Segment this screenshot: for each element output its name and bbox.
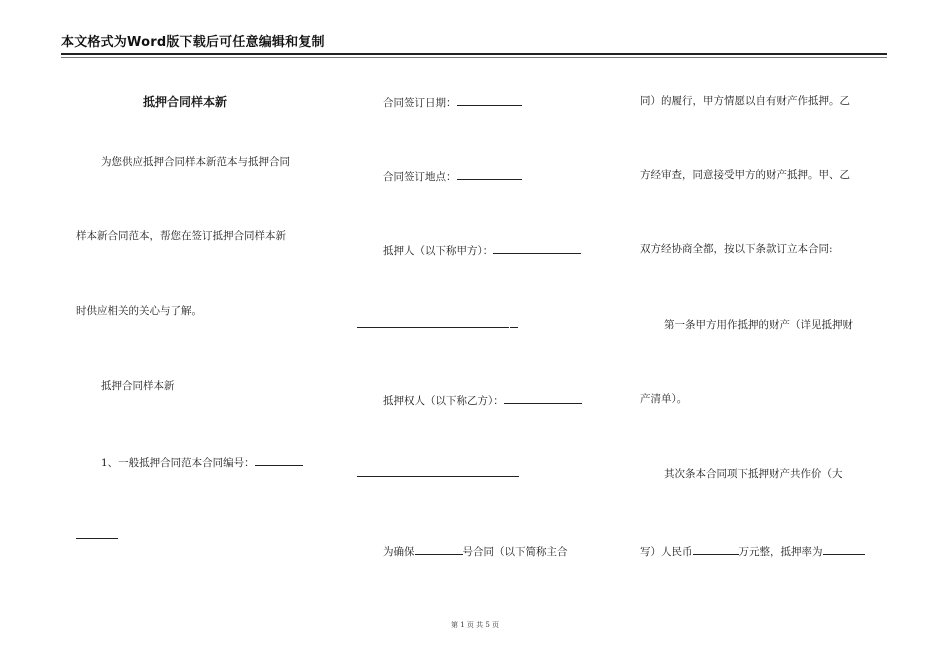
mortgagee-blank	[504, 392, 582, 404]
contract-number-label: 1、一般抵押合同范本合同编号：	[101, 457, 255, 469]
col3-line-1: 同）的履行，甲方情愿以自有财产作抵押。乙	[640, 95, 850, 107]
document-header: 本文格式为Word版下载后可任意编辑和复制	[61, 35, 325, 50]
mortgagee-label: 抵押权人（以下称乙方）：	[383, 395, 504, 407]
amount-blank	[693, 543, 739, 555]
intro-line-1: 为您供应抵押合同样本新范本与抵押合同	[101, 156, 290, 168]
mortgagee-blank-cont	[357, 476, 519, 477]
sign-place-blank	[457, 168, 522, 180]
intro-line-3: 时供应相关的关心与了解。	[76, 305, 202, 317]
article-1-line-1: 第一条甲方用作抵押的财产（详见抵押财	[664, 319, 853, 331]
header-rule-thin	[61, 57, 887, 58]
mortgagee-row	[383, 392, 582, 408]
secure-row	[383, 543, 568, 559]
page-footer: 第 1 页 共 5 页	[450, 621, 500, 629]
mortgagor-row	[383, 242, 581, 258]
sign-date-blank	[457, 94, 522, 106]
secure-label-b: 号合同（以下简称主合	[462, 546, 568, 558]
contract-number-row	[101, 454, 303, 470]
contract-number-blank	[255, 454, 303, 466]
main-contract-number-blank	[415, 543, 463, 555]
col3-line-2: 方经审查，同意接受甲方的财产抵押。甲、乙	[640, 169, 850, 181]
rmb-label: 写）人民币	[640, 546, 693, 558]
mortgagor-blank	[493, 242, 581, 254]
sign-date-label: 合同签订日期：	[383, 97, 457, 109]
contract-number-blank-cont	[76, 538, 118, 539]
secure-label-a: 为确保	[383, 546, 415, 558]
intro-line-2: 样本新合同范本，帮您在签订抵押合同样本新	[76, 230, 286, 242]
sign-date-row	[383, 94, 522, 110]
rate-blank	[823, 543, 865, 555]
rate-label: 万元整，抵押率为	[738, 546, 823, 558]
section-heading: 抵押合同样本新	[101, 380, 175, 392]
doc-title: 抵押合同样本新	[143, 95, 228, 109]
article-1-line-2: 产清单）。	[640, 393, 688, 405]
mortgagor-blank-cont	[357, 327, 509, 328]
sign-place-row	[383, 168, 522, 184]
mortgagor-blank-tail	[510, 327, 518, 328]
mortgagor-label: 抵押人（以下称甲方）：	[383, 245, 494, 257]
header-rule-thick	[61, 53, 887, 55]
article-2-line-2	[640, 543, 865, 559]
sign-place-label: 合同签订地点：	[383, 171, 457, 183]
col3-line-3: 双方经协商全都，按以下条款订立本合同:	[640, 243, 833, 255]
article-2-line-1: 其次条本合同项下抵押财产共作价（大	[664, 468, 843, 480]
